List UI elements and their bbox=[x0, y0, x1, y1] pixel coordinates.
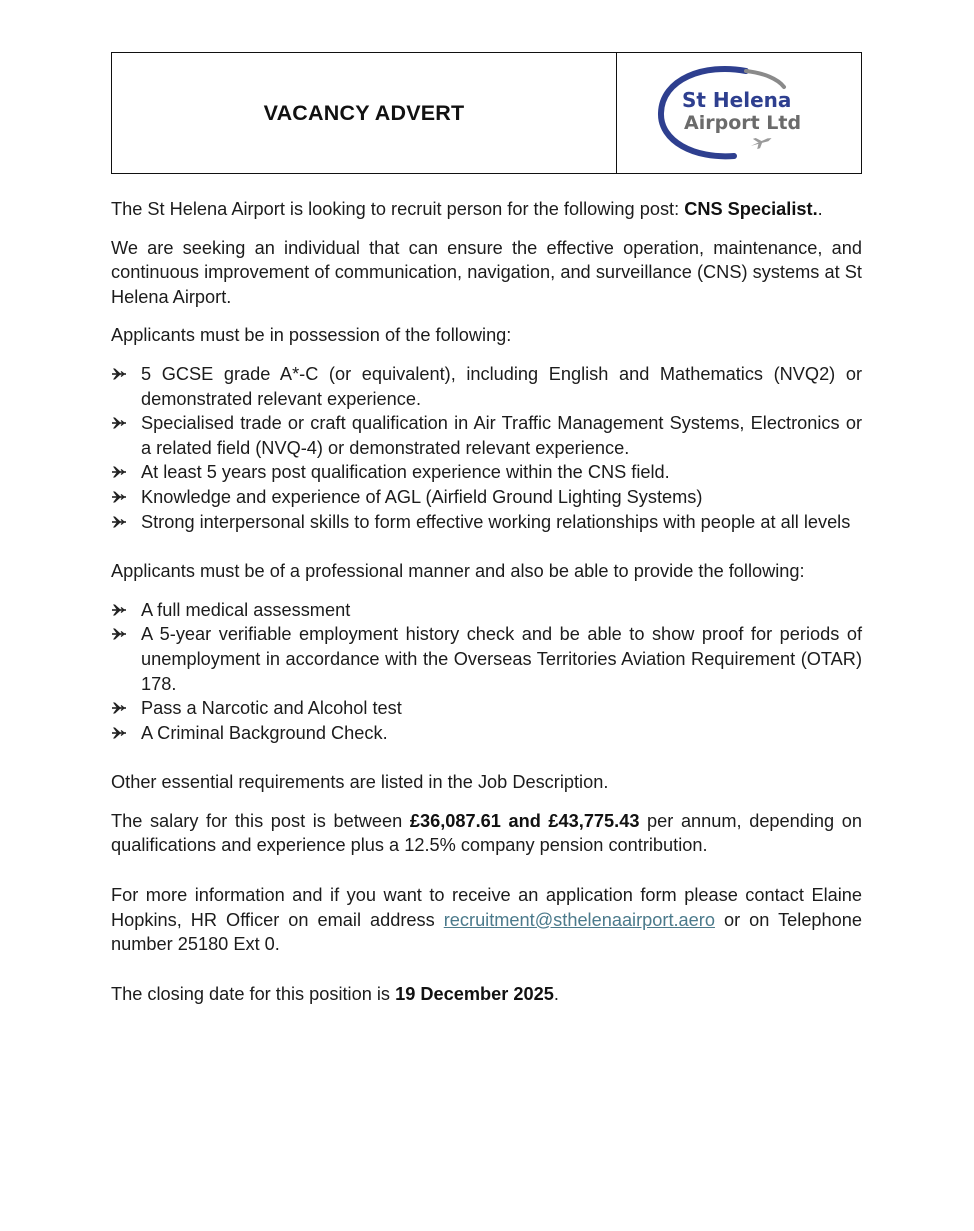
list-item-text: Strong interpersonal skills to form effective working relationships with people at all levels bbox=[141, 511, 851, 532]
airplane-bullet-icon bbox=[111, 726, 127, 740]
list-item bbox=[111, 510, 862, 535]
post-title: CNS Specialist. bbox=[684, 199, 818, 219]
list-item-text: 5 GCSE grade A*-C (or equivalent), including English and Mathematics (NVQ2) or demonstrated relevant experience. bbox=[141, 363, 862, 409]
list-item bbox=[111, 411, 862, 460]
title-cell bbox=[112, 53, 617, 173]
list-item bbox=[111, 598, 862, 623]
closing-prefix: The closing date for this position is bbox=[111, 983, 396, 1004]
closing-paragraph bbox=[111, 982, 862, 1007]
requirements-list bbox=[111, 362, 862, 534]
closing-date: 19 December 2025 bbox=[395, 983, 554, 1004]
intro-trailing: . bbox=[817, 199, 823, 219]
salary-range: £36,087.61 and £43,775.43 bbox=[409, 810, 640, 831]
closing-suffix: . bbox=[553, 983, 559, 1004]
contact-prefix: For more information and if you want to receive an application form please contact Elaine Hopkins, HR Officer on email address bbox=[111, 885, 862, 930]
list-item-text: Knowledge and experience of AGL (Airfield Ground Lighting Systems) bbox=[141, 486, 703, 507]
plane-icon bbox=[749, 133, 773, 150]
list-item-text: At least 5 years post qualification experience within the CNS field. bbox=[141, 462, 670, 483]
intro-text: The St Helena Airport is looking to recruit person for the following post: bbox=[111, 199, 685, 219]
list-item bbox=[111, 721, 862, 746]
airplane-bullet-icon bbox=[111, 416, 127, 430]
page-title: VACANCY ADVERT bbox=[263, 100, 465, 125]
logo-line2: Airport Ltd bbox=[684, 112, 802, 134]
list-item-text: A Criminal Background Check. bbox=[141, 722, 388, 743]
airplane-bullet-icon bbox=[111, 603, 127, 617]
header-table bbox=[111, 52, 862, 174]
logo-cell bbox=[617, 53, 861, 173]
list-item bbox=[111, 696, 862, 721]
contact-paragraph bbox=[111, 883, 862, 957]
vacancy-advert-page bbox=[111, 52, 862, 1006]
provide-heading: Applicants must be of a professional manner and also be able to provide the following: bbox=[111, 561, 805, 582]
company-logo bbox=[654, 61, 824, 165]
salary-prefix: The salary for this post is between bbox=[111, 810, 410, 831]
airplane-bullet-icon bbox=[111, 367, 127, 381]
logo-line1: St Helena bbox=[682, 88, 792, 112]
logo-arc-grey bbox=[746, 71, 784, 87]
salary-suffix: per annum, depending on qualifications and experience plus a 12.5% company pension contribution. bbox=[111, 810, 862, 856]
list-item bbox=[111, 362, 862, 411]
list-item bbox=[111, 460, 862, 485]
airplane-bullet-icon bbox=[111, 627, 127, 641]
list-item-text: A full medical assessment bbox=[141, 599, 351, 620]
intro-paragraph bbox=[111, 197, 862, 222]
list-item-text: Specialised trade or craft qualification in Air Traffic Management Systems, Electronics or a related field (NVQ-4) or demonstrated relevant experience. bbox=[141, 413, 862, 458]
other-requirements: Other essential requirements are listed in the Job Description. bbox=[111, 772, 609, 793]
requirements-heading: Applicants must be in possession of the following: bbox=[111, 325, 512, 346]
email-link[interactable]: recruitment@sthelenaairport.aero bbox=[443, 909, 715, 930]
list-item-text: A 5-year verifiable employment history check and be able to show proof for periods of unemployment in accordance with the Overseas Territories Aviation Requirement (OTAR) 178. bbox=[141, 624, 862, 694]
provide-list bbox=[111, 598, 862, 746]
description-paragraph: We are seeking an individual that can ensure the effective operation, maintenance, and continuous improvement of communication, navigation, and surveillance (CNS) systems at St Helena Airport. bbox=[111, 237, 862, 307]
airplane-bullet-icon bbox=[111, 490, 127, 504]
airplane-bullet-icon bbox=[111, 515, 127, 529]
list-item bbox=[111, 622, 862, 696]
list-item bbox=[111, 485, 862, 510]
contact-suffix: or on Telephone number 25180 Ext 0. bbox=[111, 909, 863, 955]
airplane-bullet-icon bbox=[111, 701, 127, 715]
airplane-bullet-icon bbox=[111, 465, 127, 479]
salary-paragraph bbox=[111, 809, 862, 858]
advert-body bbox=[111, 197, 862, 1006]
list-item-text: Pass a Narcotic and Alcohol test bbox=[141, 698, 402, 719]
